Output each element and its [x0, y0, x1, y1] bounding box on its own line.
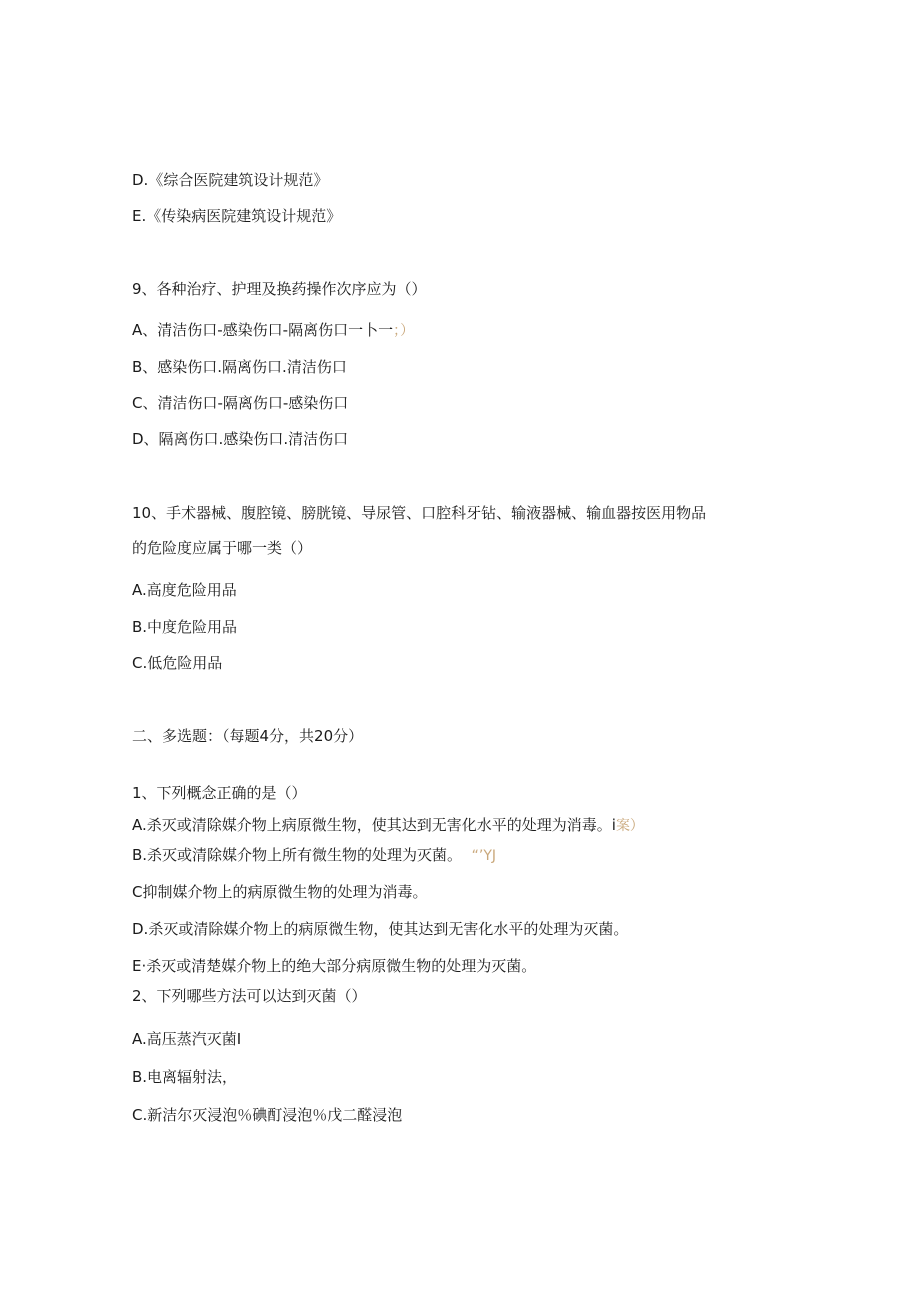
mc-option-1e: E·杀灭或清楚媒介物上的绝大部分病原微生物的处理为灭菌。	[132, 957, 537, 975]
mc-option-2a: A.高压蒸汽灭菌I	[132, 1030, 242, 1048]
mc-option-1c: C抑制媒介物上的病原微生物的处理为消毒。	[132, 883, 428, 901]
option-10c: C.低危险用品	[132, 654, 223, 672]
mc-question-2: 2、下列哪些方法可以达到灭菌（）	[132, 987, 367, 1005]
mc-option-1b: B.杀灭或清除媒介物上所有微生物的处理为灭菌。 “’YJ	[132, 846, 496, 864]
mc-option-2c: C.新洁尔灭浸泡％碘酊浸泡％戊二醛浸泡	[132, 1106, 403, 1124]
option-9c: C、清洁伤口-隔离伤口-感染伤口	[132, 394, 349, 412]
mc-question-1: 1、下列概念正确的是（）	[132, 784, 307, 802]
scan-artifact: ；）	[393, 323, 415, 339]
mc-option-2b: B.电离辐射法，	[132, 1068, 238, 1086]
option-9d: D、隔离伤口.感染伤口.清洁伤口	[132, 430, 349, 448]
section-heading: 二、多选题：（每题4分，共20分）	[132, 727, 364, 745]
option-10b: B.中度危险用品	[132, 618, 238, 636]
option-8e: E.《传染病医院建筑设计规范》	[132, 207, 342, 225]
scan-artifact: “’YJ	[471, 848, 496, 864]
option-9a: A、清洁伤口-感染伤口-隔离伤口一卜一；）	[132, 321, 415, 339]
option-8d: D.《综合医院建筑设计规范》	[132, 171, 329, 189]
question-10-line-2: 的危险度应属于哪一类（）	[132, 539, 313, 557]
question-10-line-1: 10、手术器械、腹腔镜、膀胱镜、导尿管、口腔科牙钻、输液器械、输血器按医用物品	[132, 504, 707, 522]
mc-option-1a: A.杀灭或清除媒介物上病原微生物，使其达到无害化水平的处理为消毒。i案）	[132, 816, 644, 834]
question-9: 9、各种治疗、护理及换药操作次序应为（）	[132, 280, 427, 298]
option-9b: B、感染伤口.隔离伤口.清洁伤口	[132, 358, 347, 376]
mc-option-1d: D.杀灭或清除媒介物上的病原微生物，使其达到无害化水平的处理为灭菌。	[132, 920, 629, 938]
scan-artifact: 案）	[615, 818, 644, 834]
option-10a: A.高度危险用品	[132, 581, 237, 599]
